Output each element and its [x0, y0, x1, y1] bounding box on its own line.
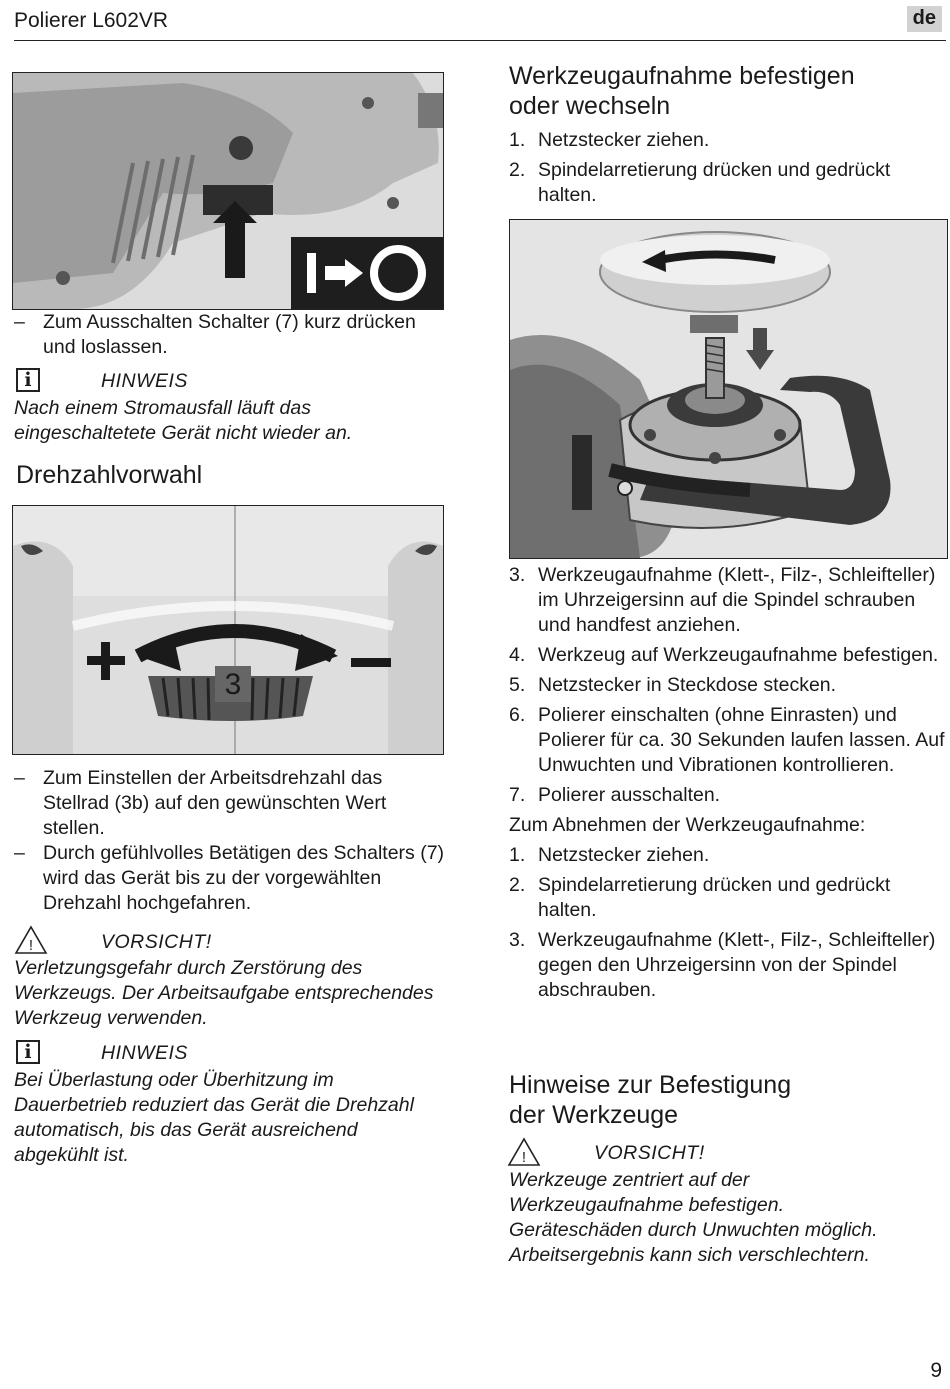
- page-number: 9: [930, 1359, 942, 1382]
- step-text: Werkzeug auf Werkzeugaufnahme befestigen.: [538, 644, 939, 666]
- step-number: 2.: [509, 874, 526, 896]
- caution-text: Werkzeuge zentriert auf der Werkzeugaufnahme befestigen. Geräteschäden durch Unwuchten möglich. Arbeitsergebnis kann sich verschlechtern.: [509, 1169, 878, 1266]
- speed-instruction-1: [14, 766, 449, 841]
- speed-dial-illustration: [12, 505, 444, 755]
- step-text: Werkzeugaufnahme (Klett-, Filz-, Schleifteller) gegen den Uhrzeigersinn von der Spindel abschrauben.: [538, 929, 936, 1001]
- removal-intro: Zum Abnehmen der Werkzeugaufnahme:: [509, 814, 866, 836]
- step-text: Spindelarretierung drücken und gedrückt halten.: [538, 159, 891, 206]
- speed-instruction-2-text: Durch gefühlvolles Betätigen des Schalters (7) wird das Gerät bis zu der vorgewählten Drehzahl hochgefahren.: [43, 842, 445, 914]
- caution-label: VORSICHT!: [101, 931, 212, 953]
- step-number: 3.: [509, 564, 526, 586]
- info-icon: i: [16, 1040, 40, 1064]
- note-label: HINWEIS: [101, 370, 188, 392]
- step-number: 6.: [509, 704, 526, 726]
- step-item: [509, 703, 949, 778]
- caution-label: VORSICHT!: [594, 1142, 705, 1164]
- switch-off-illustration: [12, 72, 444, 310]
- step-number: 4.: [509, 644, 526, 666]
- section-title-fastening-line2: der Werkzeuge: [509, 1101, 679, 1129]
- note-text: Bei Überlastung oder Überhitzung im Dauerbetrieb reduziert das Gerät die Drehzahl automatisch, bis das Gerät ausreichend abgekühlt ist.: [14, 1069, 414, 1166]
- step-text: Spindelarretierung drücken und gedrückt halten.: [538, 874, 891, 921]
- bullet-dash: –: [14, 311, 25, 333]
- step-number: 1.: [509, 129, 526, 151]
- svg-text:!: !: [28, 937, 34, 954]
- step-item: [509, 563, 949, 638]
- step-number: 2.: [509, 159, 526, 181]
- step-item: [509, 643, 949, 668]
- step-text: Polierer ausschalten.: [538, 784, 721, 806]
- warning-icon: [14, 925, 48, 960]
- step-item: [509, 873, 949, 923]
- info-icon: i: [16, 368, 40, 392]
- section-title-tool-holder-line2: oder wechseln: [509, 92, 671, 120]
- step-text: Netzstecker in Steckdose stecken.: [538, 674, 837, 696]
- step-number: 3.: [509, 929, 526, 951]
- section-title-fastening-line1: Hinweise zur Befestigung: [509, 1071, 792, 1099]
- step-item: [509, 928, 949, 1003]
- section-title-speed: Drehzahlvorwahl: [16, 461, 203, 489]
- step-number: 5.: [509, 674, 526, 696]
- step-item: [509, 158, 944, 208]
- header-divider: [14, 40, 946, 41]
- step-item: [509, 783, 949, 808]
- caution-text: Verletzungsgefahr durch Zerstörung des Werkzeugs. Der Arbeitsaufgabe entsprechendes Werkzeug verwenden.: [14, 957, 434, 1029]
- note-text: Nach einem Stromausfall läuft das eingeschaltetete Gerät nicht wieder an.: [14, 397, 353, 444]
- switch-off-instruction: [14, 310, 449, 360]
- svg-text:!: !: [521, 1149, 527, 1166]
- section-title-tool-holder-line1: Werkzeugaufnahme befestigen: [509, 62, 855, 90]
- bullet-dash: –: [14, 767, 25, 789]
- step-number: 7.: [509, 784, 526, 806]
- language-badge: de: [907, 6, 942, 32]
- spindle-drawing: [510, 220, 947, 558]
- speed-instruction-1-text: Zum Einstellen der Arbeitsdrehzahl das Stellrad (3b) auf den gewünschten Wert stellen.: [43, 767, 387, 839]
- step-text: Polierer einschalten (ohne Einrasten) und Polierer für ca. 30 Sekunden laufen lassen. Auf Unwuchten und Vibrationen kontrollieren.: [538, 704, 945, 776]
- speed-instruction-2: [14, 841, 449, 916]
- note-label: HINWEIS: [101, 1042, 188, 1064]
- document-header-title: Polierer L602VR: [14, 9, 169, 32]
- step-text: Werkzeugaufnahme (Klett-, Filz-, Schleifteller) im Uhrzeigersinn auf die Spindel schrauben und handfest anziehen.: [538, 564, 936, 636]
- switch-off-text: Zum Ausschalten Schalter (7) kurz drücken und loslassen.: [43, 311, 416, 358]
- spindle-illustration: [509, 219, 948, 559]
- step-text: Netzstecker ziehen.: [538, 844, 710, 866]
- warning-icon: [507, 1137, 541, 1172]
- dial-number-label: 3: [224, 668, 242, 701]
- bullet-dash: –: [14, 842, 25, 864]
- speed-dial-drawing: [13, 506, 443, 754]
- step-number: 1.: [509, 844, 526, 866]
- step-item: [509, 843, 949, 868]
- step-text: Netzstecker ziehen.: [538, 129, 710, 151]
- step-item: [509, 673, 949, 698]
- switch-off-drawing: [13, 73, 443, 309]
- step-item: [509, 128, 944, 153]
